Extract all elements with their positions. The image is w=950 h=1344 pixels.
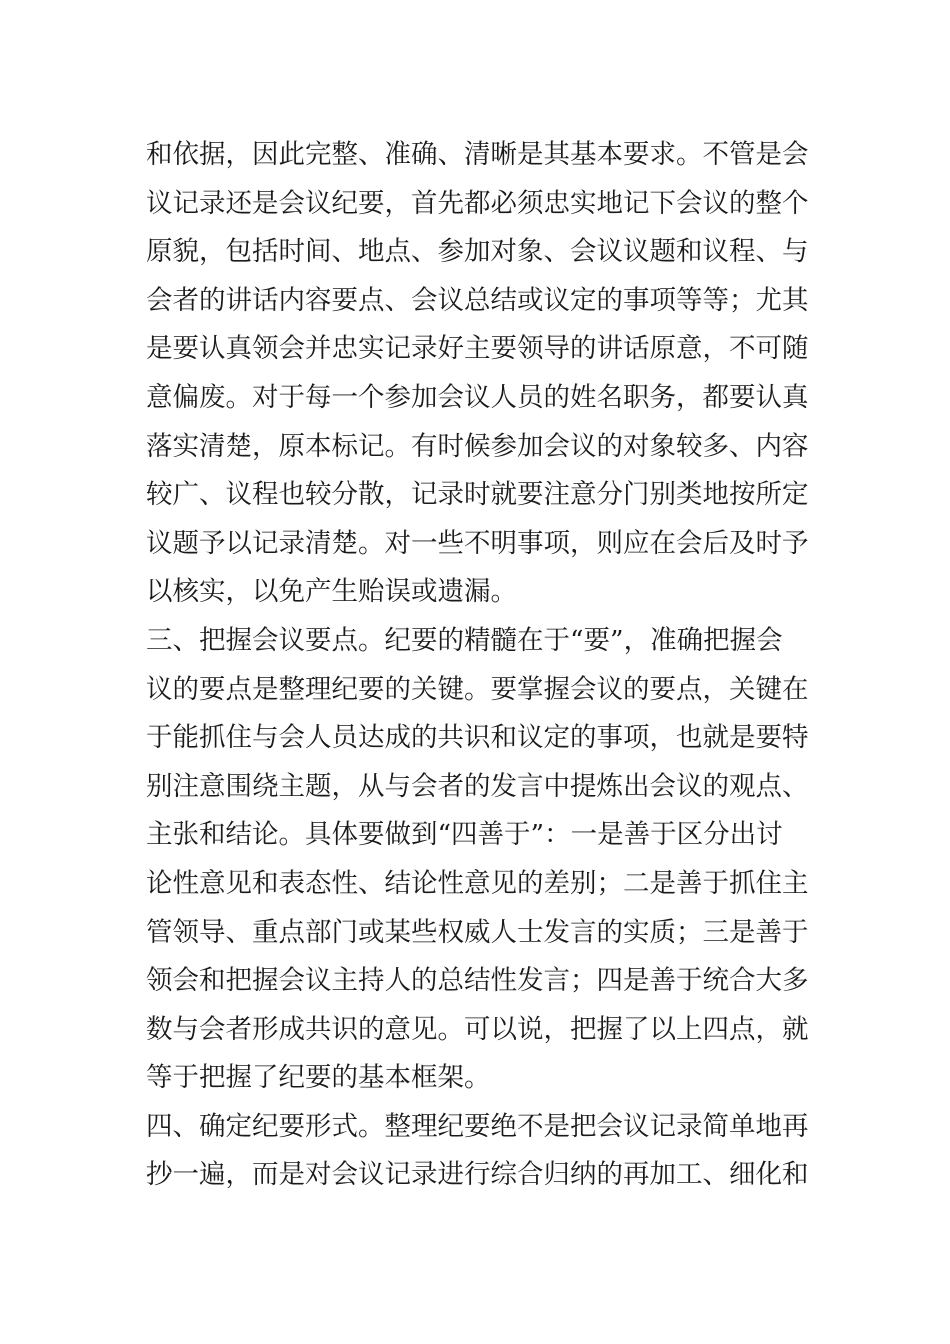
text-line: 领会和把握会议主持人的总结性发言；四是善于统合大多 — [146, 965, 809, 997]
text-line: 管领导、重点部门或某些权威人士发言的实质；三是善于 — [146, 916, 809, 948]
text-line: 主张和结论。具体要做到“四善于”：一是善于区分出讨 — [146, 819, 783, 851]
text-line: 于能抓住与会人员达成的共识和议定的事项，也就是要特 — [146, 722, 809, 754]
text-line: 议记录还是会议纪要，首先都必须忠实地记下会议的整个 — [146, 187, 809, 219]
body-text — [146, 131, 826, 1200]
text-line: 数与会者形成共识的意见。可以说，把握了以上四点，就 — [146, 1013, 809, 1045]
text-line: 以核实，以免产生贻误或遗漏。 — [146, 576, 517, 608]
text-line: 抄一遍，而是对会议记录进行综合归纳的再加工、细化和 — [146, 1159, 809, 1191]
text-line: 是要认真领会并忠实记录好主要领导的讲话原意，不可随 — [146, 333, 809, 365]
text-line: 议的要点是整理纪要的关键。要掌握会议的要点，关键在 — [146, 673, 809, 705]
text-line: 意偏废。对于每一个参加会议人员的姓名职务，都要认真 — [146, 381, 809, 413]
text-line: 等于把握了纪要的基本框架。 — [146, 1062, 491, 1094]
text-line: 落实清楚，原本标记。有时候参加会议的对象较多、内容 — [146, 430, 809, 462]
text-line: 较广、议程也较分散，记录时就要注意分门别类地按所定 — [146, 479, 809, 511]
text-line: 论性意见和表态性、结论性意见的差别；二是善于抓住主 — [146, 867, 809, 899]
text-line: 别注意围绕主题，从与会者的发言中提炼出会议的观点、 — [146, 770, 809, 802]
text-line: 和依据，因此完整、准确、清晰是其基本要求。不管是会 — [146, 139, 809, 170]
text-line: 会者的讲话内容要点、会议总结或议定的事项等等；尤其 — [146, 284, 809, 316]
text-line: 原貌，包括时间、地点、参加对象、会议议题和议程、与 — [146, 236, 809, 268]
text-line: 议题予以记录清楚。对一些不明事项，则应在会后及时予 — [146, 527, 809, 559]
section-heading-line: 四、确定纪要形式。整理纪要绝不是把会议记录简单地再 — [146, 1110, 809, 1142]
section-heading-line: 三、把握会议要点。纪要的精髓在于“要”，准确把握会 — [146, 624, 783, 656]
